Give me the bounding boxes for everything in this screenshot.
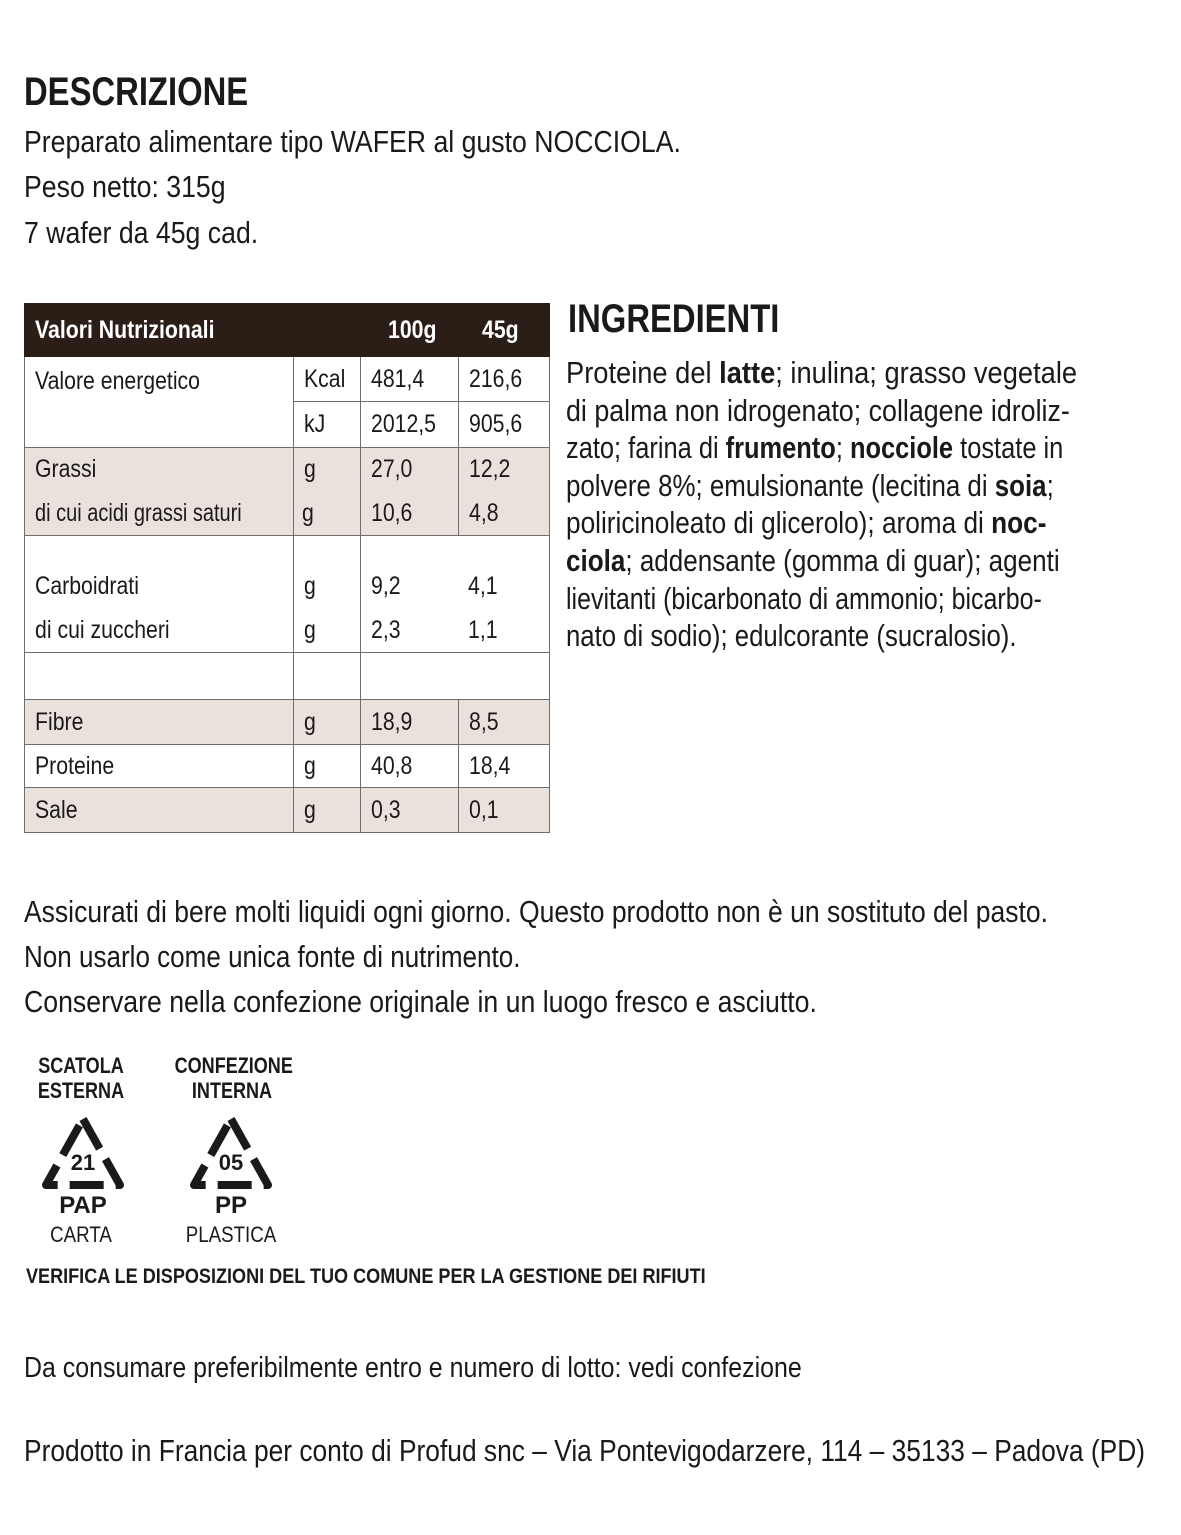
recycle-2-material: PLASTICA	[185, 1222, 277, 1247]
ingredients-line: nato di sodio); edulcorante (sucralosio).	[566, 618, 1017, 654]
salt-label: Sale	[35, 795, 78, 824]
kcal-unit: Kcal	[304, 364, 346, 393]
protein-unit: g	[304, 751, 317, 780]
kj-45g: 905,6	[468, 410, 522, 438]
fat-45g: 12,2	[468, 455, 510, 484]
fibre-unit: g	[304, 707, 317, 736]
carb-45g: 4,1	[468, 572, 498, 600]
protein-100g: 40,8	[370, 751, 412, 780]
nutrition-header-label: Valori Nutrizionali	[35, 315, 215, 344]
sugar-label: di cui zuccheri	[35, 616, 170, 644]
nutrition-table	[24, 303, 550, 833]
carb-100g: 9,2	[370, 572, 401, 600]
nutrition-row-carbs	[25, 536, 550, 653]
description-line: Peso netto: 315g	[24, 169, 226, 204]
nutrition-row-protein	[25, 745, 550, 788]
recycle-1-label-line1: SCATOLA	[38, 1053, 124, 1078]
sugar-45g: 1,1	[468, 616, 498, 644]
nutrition-row-kcal	[25, 357, 550, 402]
saturated-unit: g	[302, 498, 315, 527]
ingredients-title: INGREDIENTI	[568, 297, 780, 341]
sugar-unit: g	[304, 616, 317, 644]
recycle-2-label-line1: CONFEZIONE	[174, 1053, 293, 1078]
note-line: Conservare nella confezione originale in un luogo fresco e asciutto.	[24, 984, 817, 1019]
note-line: Non usarlo come unica fonte di nutrimento.	[24, 939, 521, 974]
kcal-45g: 216,6	[468, 364, 522, 393]
ingredients-text	[566, 354, 1148, 655]
spacer-row	[25, 653, 550, 700]
ingredients-line: polvere 8%; emulsionante (lecitina di soia;	[566, 467, 1054, 503]
salt-unit: g	[304, 795, 317, 824]
note-line: Assicurati di bere molti liquidi ogni giorno. Questo prodotto non è un sostituto del pasto.	[24, 894, 1048, 929]
kj-unit: kJ	[304, 410, 326, 438]
fibre-45g: 8,5	[468, 707, 499, 736]
saturated-100g: 10,6	[370, 498, 412, 527]
saturated-45g: 4,8	[468, 498, 499, 527]
nutrition-row-fat	[25, 448, 550, 492]
fat-label: Grassi	[35, 455, 97, 484]
kcal-100g: 481,4	[370, 364, 424, 393]
recycle-1-material: CARTA	[50, 1222, 112, 1247]
saturated-label: di cui acidi grassi saturi	[35, 498, 242, 527]
fibre-label: Fibre	[35, 707, 84, 736]
recycle-1-code: PAP	[59, 1192, 107, 1219]
ingredients-line: poliricinoleato di glicerolo); aroma di noc-	[566, 505, 1047, 541]
recycle-1-label-line2: ESTERNA	[37, 1078, 125, 1103]
nutrition-row-salt	[25, 788, 550, 833]
recycle-2-label-line2: INTERNA	[191, 1078, 273, 1103]
salt-100g: 0,3	[370, 795, 401, 824]
nutrition-row-saturated	[25, 492, 550, 536]
producer-note: Prodotto in Francia per conto di Profud snc – Via Pontevigodarzere, 114 – 35133 – Padova (PD)	[24, 1433, 1146, 1468]
ingredients-line: Proteine del latte; inulina; grasso vegetale	[566, 355, 1078, 390]
description-line: Preparato alimentare tipo WAFER al gusto NOCCIOLA.	[24, 124, 681, 159]
recycle-1-label	[32, 1053, 130, 1103]
expiry-note: Da consumare preferibilmente entro e numero di lotto: vedi confezione	[24, 1352, 802, 1384]
recycle-2-label	[174, 1053, 293, 1103]
kj-100g: 2012,5	[370, 410, 436, 438]
sugar-100g: 2,3	[370, 616, 401, 644]
recycle-1-number: 21	[70, 1150, 96, 1175]
fat-unit: g	[304, 455, 317, 484]
description-line: 7 wafer da 45g cad.	[24, 215, 259, 250]
fat-100g: 27,0	[370, 455, 412, 484]
salt-45g: 0,1	[468, 795, 499, 824]
recycle-2-code: PP	[214, 1192, 247, 1219]
waste-disposal-note: VERIFICA LE DISPOSIZIONI DEL TUO COMUNE PER LA GESTIONE DEI RIFIUTI	[26, 1265, 706, 1288]
ingredients-line: di palma non idrogenato; collagene idroliz-	[566, 392, 1070, 428]
ingredients-line: lievitanti (bicarbonato di ammonio; bicarbo-	[566, 580, 1042, 616]
nutrition-header-row	[25, 304, 550, 357]
carb-label: Carboidrati	[35, 572, 139, 600]
nutrition-header-100g: 100g	[388, 315, 437, 344]
energy-label: Valore energetico	[35, 367, 200, 395]
ingredients-line: ciola; addensante (gomma di guar); agenti	[566, 542, 1060, 578]
description-title: DESCRIZIONE	[24, 70, 249, 114]
protein-label: Proteine	[35, 751, 115, 780]
nutrition-row-fibre	[25, 700, 550, 745]
recycle-2-number: 05	[218, 1150, 244, 1175]
ingredients-line: zato; farina di frumento; nocciole tostate in	[566, 430, 1064, 466]
nutrition-header-45g: 45g	[482, 315, 519, 344]
fibre-100g: 18,9	[370, 707, 412, 736]
protein-45g: 18,4	[468, 751, 510, 780]
carb-unit: g	[304, 572, 317, 600]
